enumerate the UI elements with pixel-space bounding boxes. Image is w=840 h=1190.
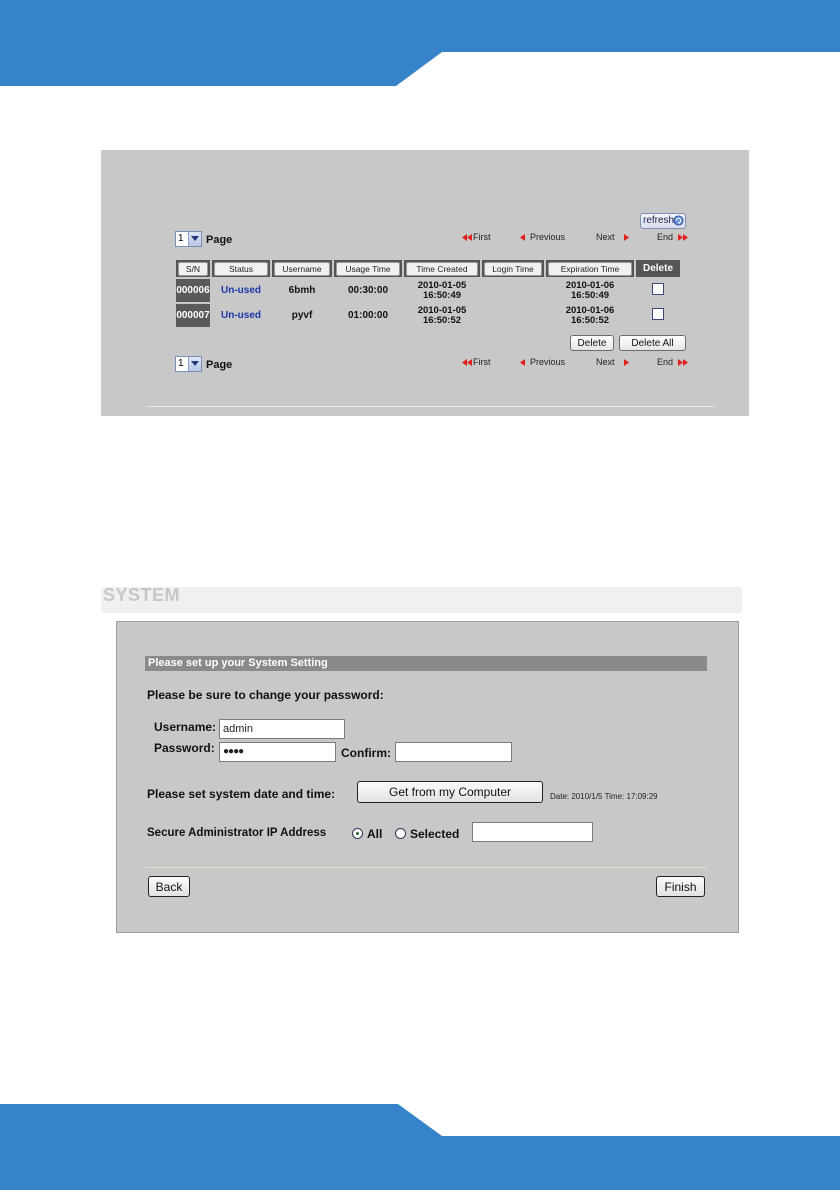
column-label: Time Created — [406, 262, 478, 276]
previous-page-icon — [520, 234, 525, 241]
previous-link-bottom[interactable]: Previous — [530, 357, 566, 367]
next-link-top[interactable]: Next — [596, 232, 615, 242]
page-select-value: 1 — [178, 358, 184, 369]
usage-time-cell: 00:30:00 — [334, 279, 402, 302]
table-row — [176, 279, 680, 302]
account-divider — [147, 406, 715, 407]
column-header-username[interactable] — [272, 260, 332, 277]
ip-address-field[interactable] — [472, 822, 593, 842]
delete-all-button[interactable]: Delete All — [619, 335, 686, 351]
time-created-cell — [404, 304, 480, 327]
page-select-top[interactable] — [175, 231, 202, 247]
column-header-expiration-time[interactable] — [546, 260, 634, 277]
sn-cell: 000006 — [176, 279, 210, 302]
column-header-login-time[interactable] — [482, 260, 544, 277]
settings-header-text: Please set up your System Setting — [148, 657, 328, 669]
first-link-top[interactable]: First — [473, 232, 491, 242]
next-link-bottom[interactable]: Next — [596, 357, 615, 367]
system-divider — [145, 867, 707, 868]
time-created-date: 2010-01-05 — [417, 279, 467, 291]
time-created-time: 16:50:52 — [422, 314, 462, 326]
bottom-decorative-band — [0, 1104, 840, 1190]
password-label: Password: — [154, 741, 215, 755]
username-label: Username: — [154, 720, 217, 734]
first-link-bottom[interactable]: First — [473, 357, 491, 367]
delete-checkbox[interactable] — [652, 283, 664, 295]
first-page-icon — [462, 359, 472, 366]
next-page-icon — [624, 234, 629, 241]
date-time-note: Date: 2010/1/5 Time: 17:09:29 — [550, 792, 658, 801]
back-button[interactable]: Back — [148, 876, 190, 897]
confirm-label: Confirm: — [341, 746, 391, 760]
login-time-cell — [482, 304, 544, 327]
confirm-field[interactable] — [395, 742, 512, 762]
refresh-icon — [673, 215, 684, 226]
page-label-top: Page — [206, 234, 233, 246]
sn-cell: 000007 — [176, 304, 210, 327]
password-field[interactable]: ●●●● — [219, 742, 336, 762]
expiration-time-cell — [546, 304, 634, 327]
date-time-label: Please set system date and time: — [147, 787, 336, 801]
expiration-time: 16:50:49 — [570, 289, 610, 301]
usage-time-cell: 01:00:00 — [334, 304, 402, 327]
table-row — [176, 304, 680, 327]
finish-button[interactable]: Finish — [656, 876, 705, 897]
all-label: All — [367, 827, 383, 841]
username-field[interactable]: admin — [219, 719, 345, 739]
chevron-down-icon — [188, 232, 201, 246]
chevron-down-icon — [188, 357, 201, 371]
radio-selected-dot — [356, 832, 359, 835]
end-link-bottom[interactable]: End — [657, 357, 674, 367]
last-page-icon — [678, 234, 688, 241]
column-label: Expiration Time — [548, 262, 632, 276]
account-table — [174, 258, 682, 329]
column-header-usage-time[interactable] — [334, 260, 402, 277]
column-header-sn[interactable] — [176, 260, 210, 277]
settings-header-bar — [145, 656, 707, 671]
expiration-time-cell — [546, 279, 634, 302]
expiration-date: 2010-01-06 — [565, 279, 615, 291]
next-page-icon — [624, 359, 629, 366]
delete-cell — [636, 279, 680, 302]
username-cell: pyvf — [272, 304, 332, 327]
column-label: Username — [274, 262, 330, 276]
page-select-bottom[interactable] — [175, 356, 202, 372]
column-header-time-created[interactable] — [404, 260, 480, 277]
previous-link-top[interactable]: Previous — [530, 232, 566, 242]
system-title: SYSTEM — [103, 585, 181, 605]
expiration-date: 2010-01-06 — [565, 304, 615, 316]
first-page-icon — [462, 234, 472, 241]
secure-ip-label: Secure Administrator IP Address — [147, 827, 327, 839]
password-note: Please be sure to change your password: — [147, 688, 384, 702]
delete-button[interactable]: Delete — [570, 335, 614, 351]
last-page-icon — [678, 359, 688, 366]
page-select-value: 1 — [178, 233, 184, 244]
refresh-button[interactable] — [640, 213, 686, 229]
page-label-bottom: Page — [206, 359, 233, 371]
end-link-top[interactable]: End — [657, 232, 674, 242]
column-label: S/N — [178, 262, 208, 276]
selected-label: Selected — [410, 827, 460, 841]
refresh-label: refresh — [643, 215, 675, 226]
status-cell: Un-used — [212, 304, 270, 327]
time-created-date: 2010-01-05 — [417, 304, 467, 316]
all-radio[interactable] — [352, 828, 363, 839]
time-created-time: 16:50:49 — [422, 289, 462, 301]
get-from-computer-button[interactable]: Get from my Computer — [357, 781, 543, 803]
expiration-time: 16:50:52 — [570, 314, 610, 326]
previous-page-icon — [520, 359, 525, 366]
column-header-status[interactable] — [212, 260, 270, 277]
login-time-cell — [482, 279, 544, 302]
status-cell: Un-used — [212, 279, 270, 302]
username-cell: 6bmh — [272, 279, 332, 302]
column-header-delete: Delete — [636, 260, 680, 277]
selected-radio[interactable] — [395, 828, 406, 839]
column-label: Usage Time — [336, 262, 400, 276]
column-label: Login Time — [484, 262, 542, 276]
system-title-strip — [101, 587, 742, 613]
time-created-cell — [404, 279, 480, 302]
delete-checkbox[interactable] — [652, 308, 664, 320]
column-label: Status — [214, 262, 268, 276]
delete-cell — [636, 304, 680, 327]
top-decorative-band — [0, 0, 840, 86]
